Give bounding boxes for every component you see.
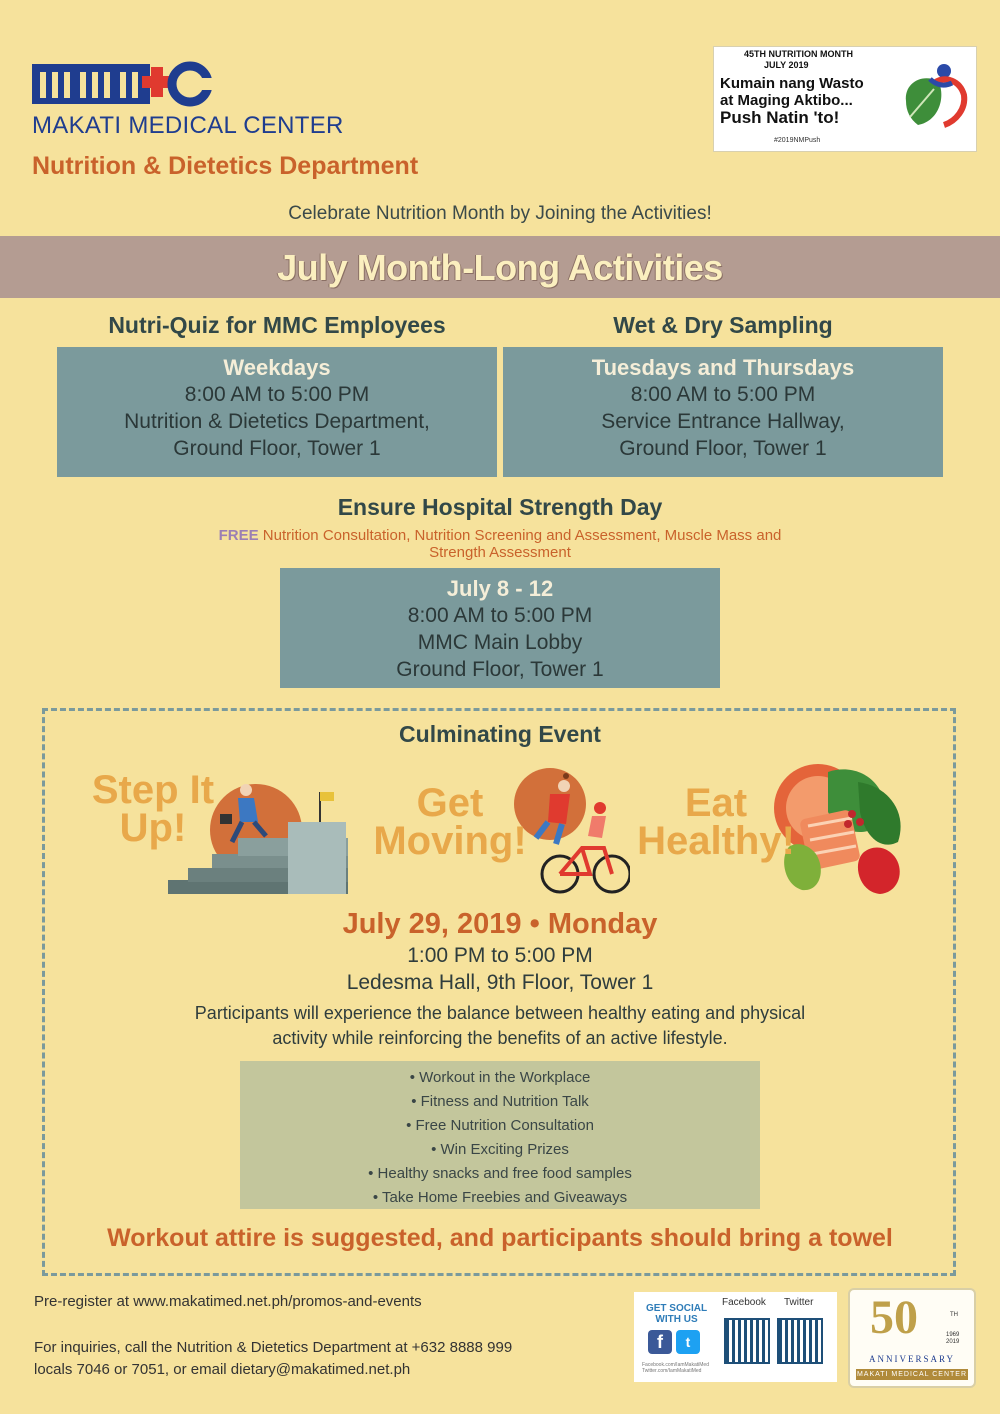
facebook-label: Facebook — [722, 1297, 766, 1308]
mmc-logo — [32, 58, 212, 110]
sampling-time: 8:00 AM to 5:00 PM — [630, 383, 816, 406]
slogan-get-moving — [370, 781, 530, 863]
sampling-schedule-box — [503, 347, 943, 477]
list-item: • Win Exciting Prizes — [431, 1141, 569, 1158]
facebook-handle: Facebook.com/IamMakatiMed — [642, 1362, 709, 1368]
social-handles — [642, 1362, 709, 1374]
slogan-3-line-2: Healthy! — [637, 819, 795, 863]
preregister-text: Pre-register at www.makatimed.net.ph/promos-and-events — [34, 1293, 422, 1310]
quiz-schedule-box — [57, 347, 497, 477]
nutrition-month-badge — [713, 46, 977, 152]
strength-day-floor: Ground Floor, Tower 1 — [396, 658, 604, 681]
sampling-heading: Wet & Dry Sampling — [613, 312, 833, 338]
slogan-eat-healthy — [636, 781, 796, 863]
leaf-figure-icon — [894, 61, 970, 137]
attire-note: Workout attire is suggested, and participants should bring a towel — [107, 1224, 893, 1252]
quiz-floor: Ground Floor, Tower 1 — [173, 437, 381, 460]
free-label: FREE — [218, 527, 259, 544]
quiz-place: Nutrition & Dietetics Department, — [124, 410, 430, 433]
anniversary-org: MAKATI MEDICAL CENTER — [856, 1371, 968, 1378]
twitter-qr-code — [777, 1318, 823, 1364]
event-date: July 29, 2019 • Monday — [342, 908, 658, 940]
facebook-icon[interactable]: f — [648, 1330, 672, 1354]
org-name: MAKATI MEDICAL CENTER — [32, 112, 344, 139]
strength-day-services-text: Nutrition Consultation, Nutrition Screening and Assessment, Muscle Mass and Strength Assessment — [258, 527, 782, 561]
badge-slogan — [720, 75, 864, 126]
anniversary-start-year: 1969 — [946, 1332, 960, 1338]
slogan-step-it-up — [88, 768, 218, 850]
strength-day-heading: Ensure Hospital Strength Day — [337, 494, 663, 520]
list-item: • Take Home Freebies and Giveaways — [372, 1189, 628, 1206]
inquiry-line-1: For inquiries, call the Nutrition & Dietetics Department at +632 8888 999 — [34, 1339, 513, 1356]
anniversary-logo — [848, 1288, 976, 1388]
slogan-2-line-2: Moving! — [373, 819, 527, 863]
facebook-qr-code — [724, 1318, 770, 1364]
event-time: 1:00 PM to 5:00 PM — [407, 944, 593, 967]
sampling-place: Service Entrance Hallway, — [601, 410, 845, 433]
strength-day-time: 8:00 AM to 5:00 PM — [407, 604, 593, 627]
list-item: • Workout in the Workplace — [409, 1069, 591, 1086]
intro-text: Celebrate Nutrition Month by Joining the Activities! — [288, 203, 712, 224]
list-item: • Free Nutrition Consultation — [406, 1117, 594, 1134]
culminating-event-heading: Culminating Event — [399, 721, 601, 747]
sampling-days: Tuesdays and Thursdays — [591, 355, 855, 380]
badge-slogan-line-2: at Maging Aktibo... — [720, 92, 853, 109]
quiz-time: 8:00 AM to 5:00 PM — [184, 383, 370, 406]
twitter-handle: Twitter.com/IamMakatiMed — [642, 1368, 702, 1374]
badge-slogan-line-3: Push Natin 'to! — [720, 108, 840, 127]
social-title: GET SOCIAL WITH US — [645, 1303, 708, 1325]
badge-slogan-line-1: Kumain nang Wasto — [720, 75, 864, 92]
slogan-3-line-1: Eat — [684, 781, 748, 825]
badge-month: JULY 2019 — [764, 60, 809, 70]
twitter-icon[interactable]: t — [676, 1330, 700, 1354]
strength-day-place: MMC Main Lobby — [417, 631, 583, 654]
social-media-panel — [634, 1292, 837, 1382]
strength-day-services — [190, 527, 810, 561]
anniversary-number: 50 — [870, 1291, 918, 1344]
strength-day-schedule-box — [280, 568, 720, 688]
strength-day-dates: July 8 - 12 — [446, 576, 554, 601]
list-item: • Healthy snacks and free food samples — [368, 1165, 632, 1182]
sampling-floor: Ground Floor, Tower 1 — [619, 437, 827, 460]
inquiry-line-2: locals 7046 or 7051, or email dietary@makatimed.net.ph — [34, 1361, 411, 1378]
quiz-days: Weekdays — [223, 355, 331, 380]
slogan-2-line-1: Get — [416, 781, 484, 825]
event-activities-list — [240, 1066, 760, 1210]
inquiry-text — [34, 1337, 634, 1381]
event-venue: Ledesma Hall, 9th Floor, Tower 1 — [346, 971, 654, 994]
twitter-label: Twitter — [784, 1297, 814, 1308]
anniversary-th: TH — [950, 1312, 958, 1318]
badge-hashtag: #2019NMPush — [774, 137, 821, 144]
banner-title: July Month-Long Activities — [277, 247, 723, 288]
quiz-heading: Nutri-Quiz for MMC Employees — [108, 312, 446, 338]
anniversary-end-year: 2019 — [946, 1339, 960, 1345]
anniversary-word: ANNIVERSARY — [868, 1354, 955, 1364]
badge-title: 45TH NUTRITION MONTH — [744, 49, 853, 59]
event-description: Participants will experience the balance between healthy eating and physical activity while reinforcing the benefits of an active lifestyle. — [194, 1003, 806, 1048]
department-name: Nutrition & Dietetics Department — [32, 152, 419, 180]
slogan-1-line-2: Up! — [119, 806, 187, 850]
anniversary-years — [946, 1332, 959, 1346]
slogan-1-line-1: Step It — [91, 768, 215, 812]
list-item: • Fitness and Nutrition Talk — [411, 1093, 589, 1110]
